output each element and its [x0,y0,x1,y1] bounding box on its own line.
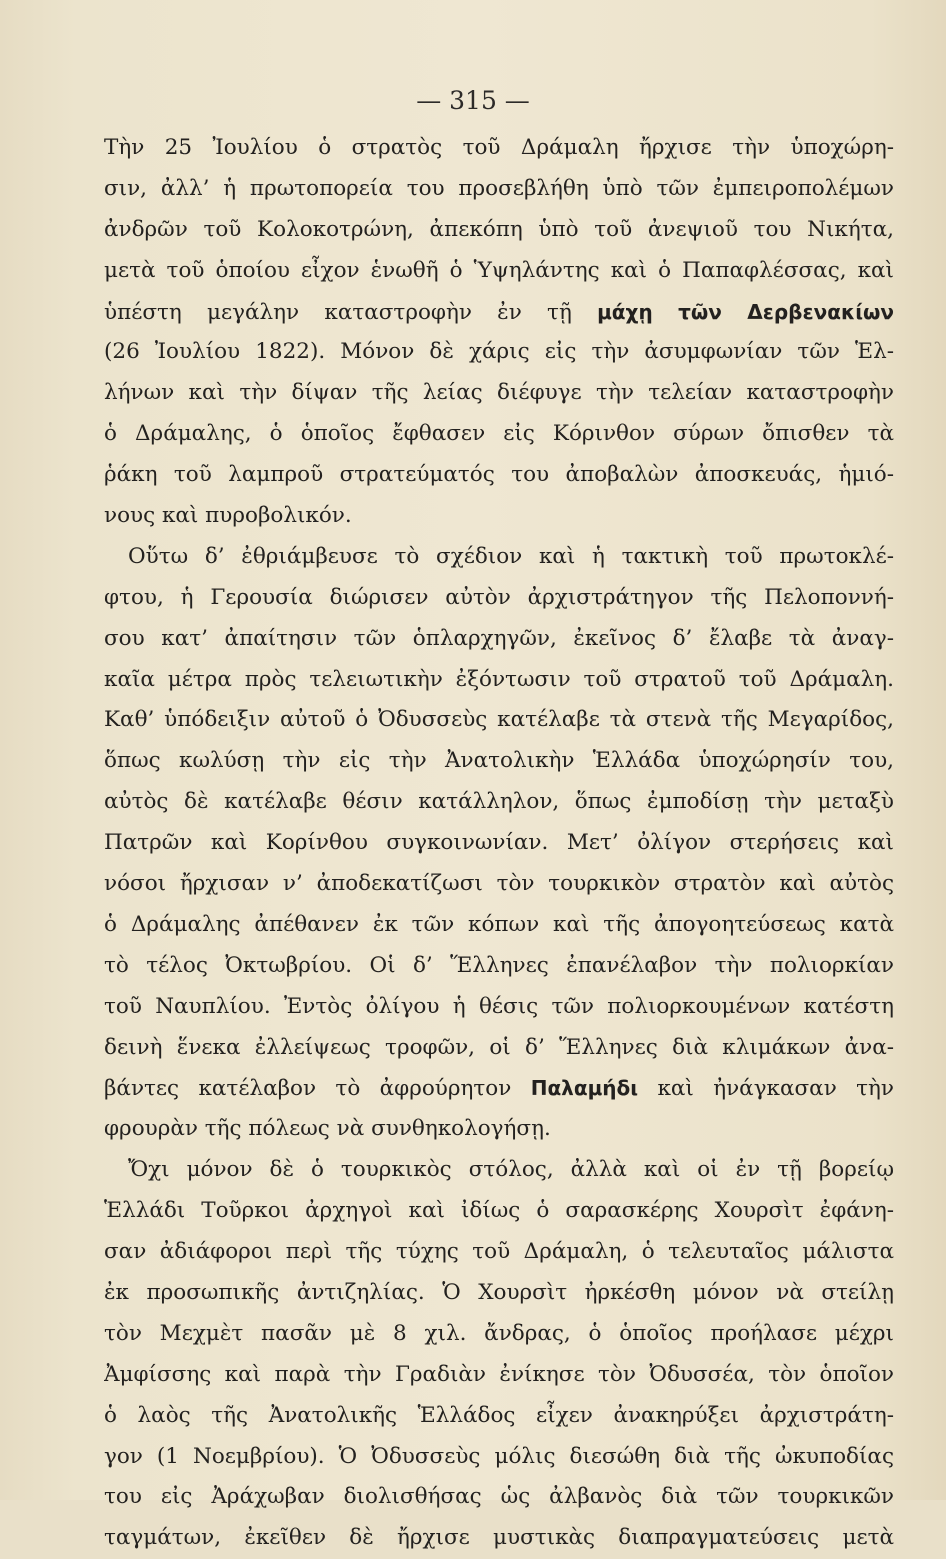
text-run: ἐκ προσωπικῆς ἀντιζηλίας. Ὁ Χουρσὶτ ἠρκέσθη μόνον νὰ στείλῃ [104,1279,894,1305]
text-line [104,864,894,905]
text-run: τὸν Μεχμὲτ πασᾶν μὲ 8 χιλ. ἄνδρας, ὁ ὁποῖος προήλασε μέχρι [104,1320,894,1346]
body-text [104,128,894,1559]
text-line [104,496,894,537]
text-run: δεινὴ ἕνεκα ἐλλείψεως τροφῶν, οἱ δ’ Ἕλληνες διὰ κλιμάκων ἀνα- [104,1034,894,1060]
text-line [104,1273,894,1314]
text-line [104,619,894,660]
text-line [104,660,894,701]
text-line [104,1150,894,1191]
paragraph [104,537,894,1150]
text-line [104,1028,894,1069]
text-run: Ἑλλάδι Τοῦρκοι ἀρχηγοὶ καὶ ἰδίως ὁ σαρασκέρης Χουρσὶτ ἐφάνη- [104,1198,894,1224]
text-run: σαν ἀδιάφοροι περὶ τῆς τύχης τοῦ Δράμαλη, ὁ τελευταῖος μάλιστα [104,1239,894,1265]
text-run: Τὴν 25 Ἰουλίου ὁ στρατὸς τοῦ Δράμαλη ἤρχισε τὴν ὑποχώρη- [104,135,894,160]
text-line [104,741,894,782]
text-line [104,1477,894,1518]
text-run: αὐτὸς δὲ κατέλαβε θέσιν κατάλληλον, ὅπως ἐμποδίσῃ τὴν μεταξὺ [104,789,894,815]
text-line [104,128,894,169]
text-line [104,414,894,455]
text-line [104,987,894,1028]
text-run: (26 Ἰουλίου 1822). Μόνον δὲ χάρις εἰς τὴν ἀσυμφωνίαν τῶν Ἑλ- [104,339,894,365]
text-run: λήνων καὶ τὴν δίψαν τῆς λείας διέφυγε τὴν τελείαν καταστροφὴν [104,380,894,406]
text-run: ὁ Δράμαλης ἀπέθανεν ἐκ τῶν κόπων καὶ τῆς ἀπογοητεύσεως κατὰ [104,911,894,937]
text-run: Καθ’ ὑπόδειξιν αὐτοῦ ὁ Ὀδυσσεὺς κατέλαβε τὰ στενὰ τῆς Μεγαρίδος, [104,707,894,733]
text-run: καὶ ἠνάγκασαν τὴν [638,1076,894,1102]
text-line [104,292,894,333]
text-run: Ὄχι μόνον δὲ ὁ τουρκικὸς στόλος, ἀλλὰ καὶ οἱ ἐν τῇ βορείῳ [128,1157,894,1183]
text-line [104,905,894,946]
text-run: νόσοι ἤρχισαν ν’ ἀποδεκατίζωσι τὸν τουρκικὸν στρατὸν καὶ αὐτὸς [104,871,894,897]
text-run: του εἰς Ἀράχωβαν διολισθήσας ὡς ἀλβανὸς διὰ τῶν τουρκικῶν [104,1484,894,1510]
text-line [104,169,894,210]
text-run: Ἀμφίσσης καὶ παρὰ τὴν Γραδιὰν ἐνίκησε τὸν Ὀδυσσέα, τὸν ὁποῖον [104,1361,894,1387]
text-run: σιν, ἀλλ’ ἡ πρωτοπορεία του προσεβλήθη ὑπὸ τῶν ἐμπειροπολέμων [104,175,894,201]
page-number: — 315 — [416,86,530,115]
text-run: τοῦ Ναυπλίου. Ἐντὸς ὀλίγου ἡ θέσις τῶν πολιορκουμένων κατέστη [104,993,894,1019]
text-run: γον (1 Νοεμβρίου). Ὁ Ὀδυσσεὺς μόλις διεσώθη διὰ τῆς ὠκυποδίας [104,1443,894,1469]
text-line [104,251,894,292]
text-line [104,1314,894,1355]
bold-term: Παλαμήδι [530,1076,639,1101]
text-line [104,1109,894,1150]
text-run: Πατρῶν καὶ Κορίνθου συγκοινωνίαν. Μετ’ ὀλίγον στερήσεις καὶ [104,830,894,856]
text-line [104,373,894,414]
bold-term: μάχῃ τῶν Δερβενακίων [597,299,894,324]
text-run: ὁ λαὸς τῆς Ἀνατολικῆς Ἑλλάδος εἶχεν ἀνακηρύξει ἀρχιστράτη- [104,1402,894,1428]
text-line [104,1068,894,1109]
text-line [104,1191,894,1232]
text-run: Οὕτω δ’ ἐθριάμβευσε τὸ σχέδιον καὶ ἡ τακτικὴ τοῦ πρωτοκλέ- [128,543,894,569]
text-run: ὅπως κωλύσῃ τὴν εἰς τὴν Ἀνατολικὴν Ἑλλάδα ὑποχώρησίν του, [104,748,894,774]
text-run: νους καὶ πυροβολικόν. [104,503,352,529]
text-line [104,1355,894,1396]
text-run: καῖα μέτρα πρὸς τελειωτικὴν ἐξόντωσιν τοῦ στρατοῦ τοῦ Δράμαλη. [104,666,894,692]
text-line [104,700,894,741]
text-line [104,1437,894,1478]
text-line [104,455,894,496]
text-line [104,210,894,251]
paragraph [104,1150,894,1559]
text-line [104,946,894,987]
text-run: μετὰ τοῦ ὁποίου εἶχον ἑνωθῆ ὁ Ὑψηλάντης καὶ ὁ Παπαφλέσσας, καὶ [104,257,894,283]
text-line [104,1396,894,1437]
text-run: ῥάκη τοῦ λαμπροῦ στρατεύματός του ἀποβαλὼν ἀποσκευάς, ἡμιό- [104,462,894,488]
text-run: ὑπέστη μεγάλην καταστροφὴν ἐν τῇ [104,299,598,325]
text-line [104,578,894,619]
text-line [104,1232,894,1273]
text-run: σου κατ’ ἀπαίτησιν τῶν ὁπλαρχηγῶν, ἐκεῖνος δ’ ἔλαβε τὰ ἀναγ- [104,625,894,651]
text-line [104,537,894,578]
text-run: φτου, ἡ Γερουσία διώρισεν αὐτὸν ἀρχιστράτηγον τῆς Πελοποννή- [104,584,894,610]
text-run: ἀνδρῶν τοῦ Κολοκοτρώνη, ἀπεκόπη ὑπὸ τοῦ ἀνεψιοῦ του Νικήτα, [104,216,894,242]
text-line [104,1518,894,1559]
text-line [104,332,894,373]
text-run: ὁ Δράμαλης, ὁ ὁποῖος ἔφθασεν εἰς Κόρινθον σύρων ὄπισθεν τὰ [104,421,894,447]
paragraph [104,128,894,537]
text-line [104,823,894,864]
text-line [104,782,894,823]
text-run: ταγμάτων, ἐκεῖθεν δὲ ἤρχισε μυστικὰς διαπραγματεύσεις μετὰ [104,1525,894,1551]
text-run: βάντες κατέλαβον τὸ ἀφρούρητον [104,1076,531,1102]
text-run: φρουρὰν τῆς πόλεως νὰ συνθηκολογήσῃ. [104,1116,551,1142]
text-run: τὸ τέλος Ὀκτωβρίου. Οἱ δ’ Ἕλληνες ἐπανέλαβον τὴν πολιορκίαν [104,952,894,978]
